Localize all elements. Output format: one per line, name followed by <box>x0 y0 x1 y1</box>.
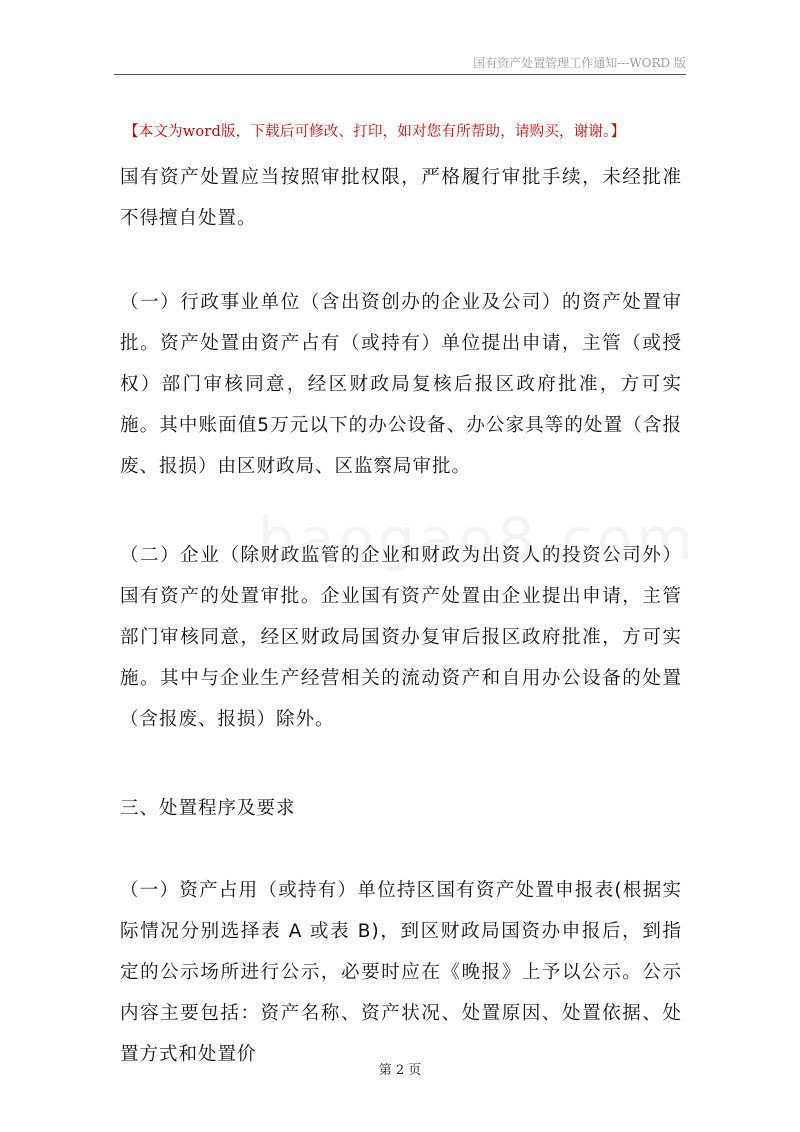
paragraph-enterprises: （二）企业（除财政监管的企业和财政为出资人的投资公司外）国有资产的处置审批。企业国有资产处置由企业提出申请，主管部门审核同意，经区财政局国资办复审后报区政府批准，方可实施。其中与企业生产经营相关的流动资产和自用办公设备的处置（含报废、报损）除外。 <box>120 545 682 730</box>
section-heading-procedure: 三、处置程序及要求 <box>120 798 296 819</box>
page-header-title: 国有资产处置管理工作通知---WORD 版 <box>473 56 686 70</box>
page-number: 第 2 页 <box>378 1063 422 1078</box>
paragraph-approval-principle: 国有资产处置应当按照审批权限，严格履行审批手续，未经批准不得擅自处置。 <box>120 167 682 229</box>
header-divider <box>114 74 686 75</box>
paragraph-admin-units: （一）行政事业单位（含出资创办的企业及公司）的资产处置审批。资产处置由资产占有（或持有）单位提出申请，主管（或授权）部门审核同意，经区财政局复核后报区政府批准，方可实施。其中账面值5万元以下的办公设备、办公家具等的处置（含报废、报损）由区财政局、区监察局审批。 <box>120 292 682 477</box>
paragraph-procedure-step-1: （一）资产占用（或持有）单位持区国有资产处置申报表(根据实际情况分别选择表 A 或表 B)，到区财政局国资办申报后，到指定的公示场所进行公示，必要时应在《晚报》上予以公示。公示内容主要包括：资产名称、资产状况、处置原因、处置依据、处置方式和处置价 <box>120 880 682 1065</box>
download-notice: 【本文为word版，下载后可修改、打印，如对您有所帮助，请购买，谢谢。】 <box>124 124 626 140</box>
